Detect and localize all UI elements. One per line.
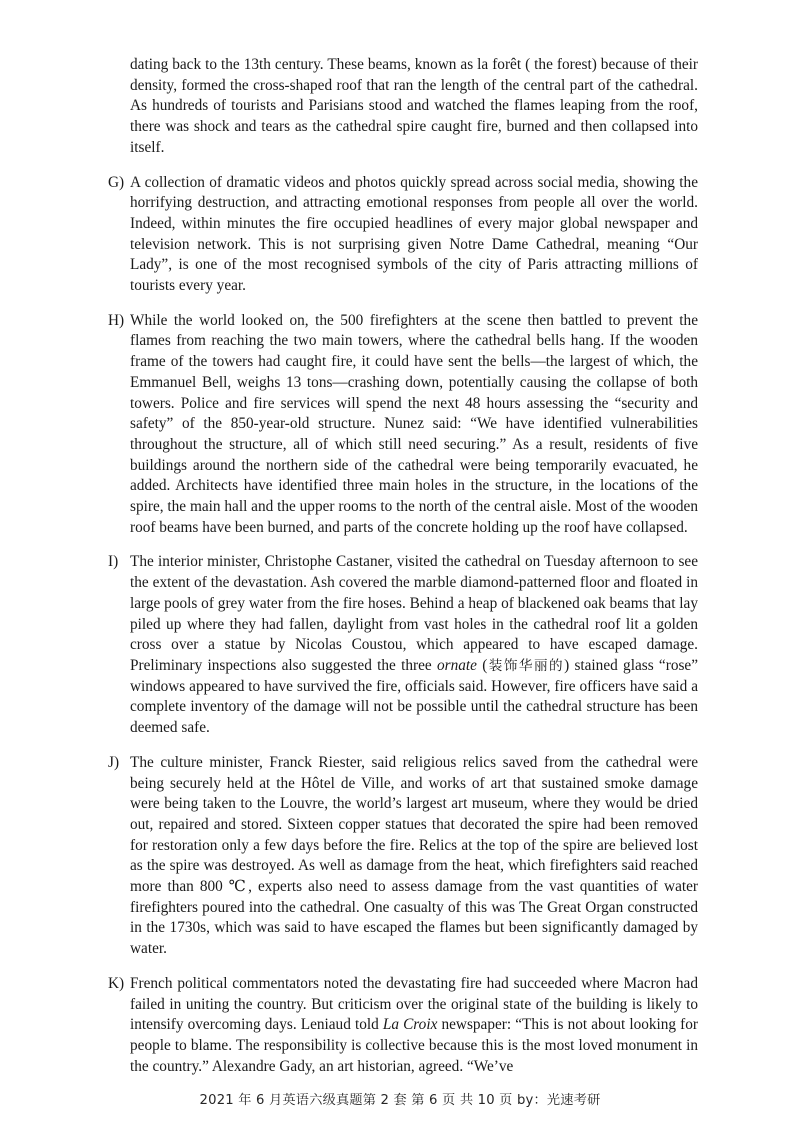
chinese-gloss: 装饰华丽的: [487, 657, 565, 674]
paragraph-marker: K): [108, 974, 125, 992]
paragraph-h: [108, 311, 698, 539]
page-footer: [0, 1092, 800, 1110]
paragraph-text: While the world looked on, the 500 firefighters at the scene then battled to prevent the flames from reaching the two main towers, where the cathedral bells hang. If the wooden frame of the towers had caught fire, it could have sent the bells—the largest of which, the Emmanuel Bell, weighs 13 tons—crashing down, potentially causing the collapse of both towers. Police and fire services will spend the next 48 hours assessing the “security and safety” of the 850-year-old structure. Nunez said: “We have identified vulnerabilities throughout the structure, all of which still need securing.” As a result, residents of five buildings around the northern side of the cathedral were being temporarily evacuated, he added. Architects have identified three main holes in the structure, in the locations of the spire, the main hall and the upper rooms to the north of the central aisle. Most of the wooden roof beams have been burned, and parts of the concrete holding up the roof have collapsed.: [130, 311, 698, 536]
paragraph-text: The culture minister, Franck Riester, said religious relics saved from the cathedral were being securely held at the Hôtel de Ville, and works of art that sustained smoke damage were being taken to the Louvre, the world’s largest art museum, where they would be dried out, repaired and stored. Sixteen copper statues that decorated the spire had been removed for restoration only a few days before the fire. Relics at the top of the spire are believed lost as the spire was destroyed. As well as damage from the heat, which firefighters said reached more than 800 ℃, experts also need to assess damage from the vast quantities of water firefighters poured into the cathedral. One casualty of this was The Great Organ constructed in the 1730s, which was said to have escaped the flames but been significantly damaged by water.: [130, 753, 698, 958]
paragraph-marker: G): [108, 173, 125, 191]
document-body: [108, 55, 698, 1077]
text-run: French political commentators noted the devastating fire had succeeded where Macron had failed in uniting the country. But criticism over the original state of the building is likely to intensify overcoming days. Leniaud told: [130, 974, 698, 1034]
paragraph-text: dating back to the 13th century. These beams, known as la forêt ( the forest) because of their density, formed the cross-shaped roof that ran the length of the central part of the cathedral. As hundreds of tourists and Parisians stood and watched the flames leaping from the roof, there was shock and tears as the cathedral spire caught fire, burned and then collapsed into itself.: [130, 56, 698, 156]
paragraph-marker: I): [108, 553, 119, 571]
paragraph-j: [108, 753, 698, 960]
italic-term: ornate: [436, 656, 477, 674]
paragraph-marker: J): [108, 753, 120, 771]
text-run: ) stained glass “rose” windows appeared to have survived the fire, officials said. However, fire officers have said a complete inventory of the damage will not be possible until the cathedral structure has been deemed safe.: [130, 656, 698, 737]
footer-text: 2021 年 6 月英语六级真题第 2 套 第 6 页 共 10 页 by：光速考研: [199, 1093, 601, 1108]
paragraph-text: [130, 552, 698, 738]
text-run: (: [476, 656, 488, 674]
paragraph-marker: H): [108, 311, 125, 329]
paragraph-continuation: [108, 55, 698, 159]
paragraph-text: A collection of dramatic videos and photos quickly spread across social media, showing the horrifying destruction, and attracting emotional responses from people all over the world. Indeed, within minutes the fire occupied headlines of every major global newspaper and television network. This is not surprising given Notre Dame Cathedral, meaning “Our Lady”, is one of the most recognised symbols of the city of Paris attracting millions of tourists every year.: [130, 173, 698, 295]
paragraph-i: [108, 552, 698, 738]
text-run: The interior minister, Christophe Castaner, visited the cathedral on Tuesday afternoon to see the extent of the devastation. Ash covered the marble diamond-patterned floor and floated in large pools of grey water from the fire hoses. Behind a heap of blackened oak beams that lay piled up where they had fallen, daylight from vast holes in the cathedral roof lit a golden cross over a statue by Nicolas Coustou, which appeared to have escaped damage. Preliminary inspections also suggested the three: [130, 553, 698, 674]
text-run: newspaper: “This is not about looking for people to blame. The responsibility is collective because this is the most loved monument in the country.” Alexandre Gady, an art historian, agreed. “We’ve: [130, 1016, 698, 1075]
paragraph-g: [108, 173, 698, 297]
paragraph-text: [130, 974, 698, 1078]
paragraph-k: [108, 974, 698, 1078]
italic-term: La Croix: [382, 1016, 438, 1034]
